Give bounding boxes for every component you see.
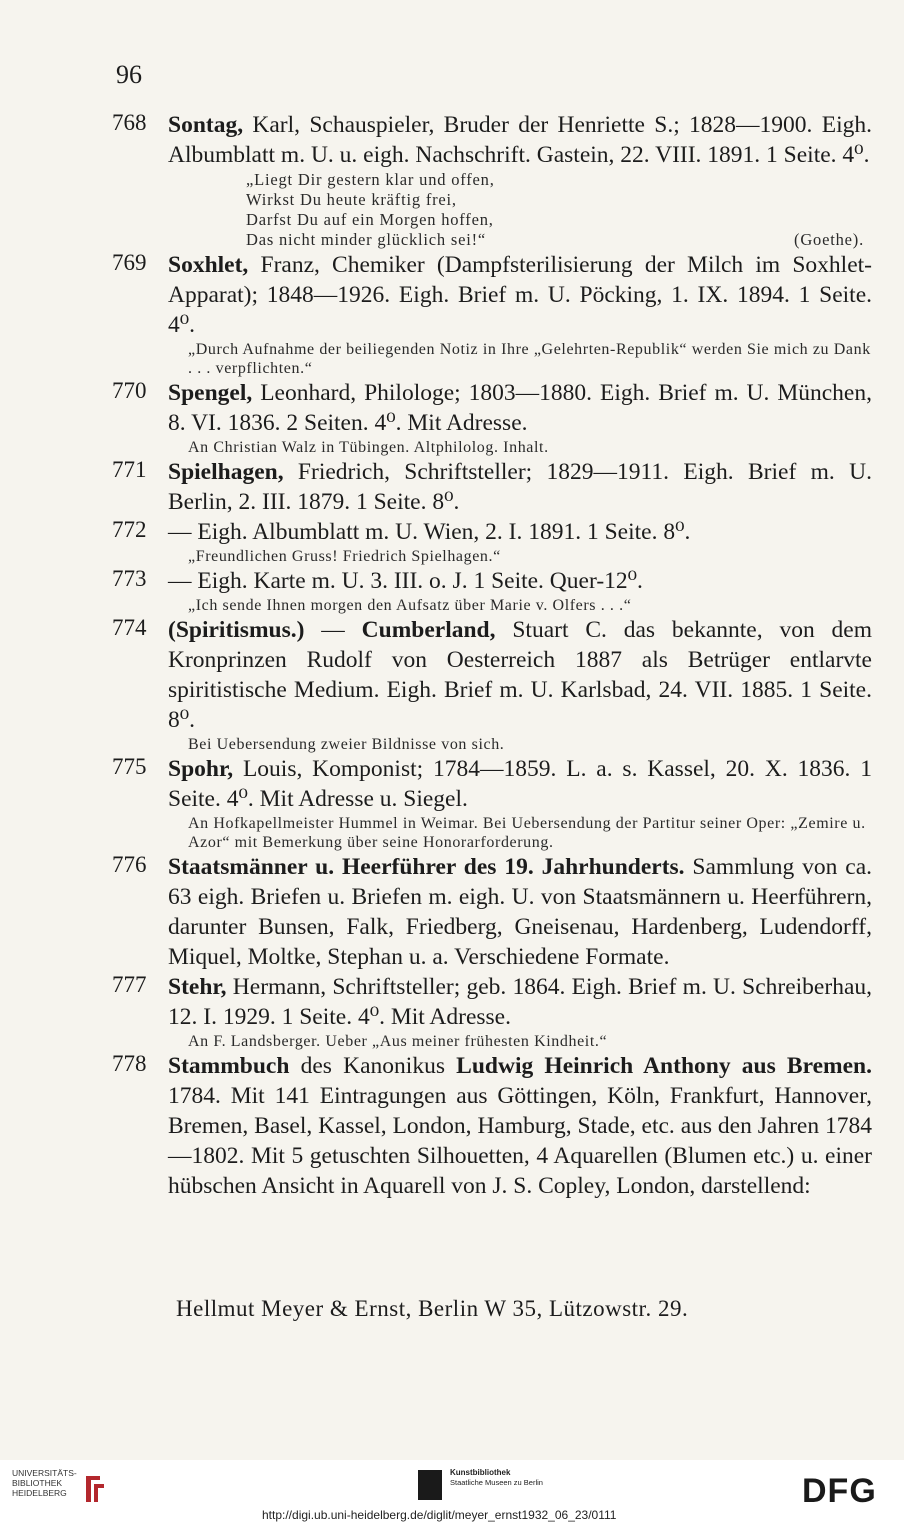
entry-note: An F. Landsberger. Ueber „Aus meiner frühesten Kindheit.“ — [188, 1033, 608, 1050]
entry-number: 778 — [112, 1051, 147, 1076]
catalog-entry — [112, 110, 872, 250]
entry-text: Stammbuch des Kanonikus Ludwig Heinrich Anthony aus Bremen. 1784. Mit 141 Eintragungen aus Göttingen, Köln, Frankfurt, Hannover, Bremen, Basel, Kassel, London, Hamburg, Stade, etc. aus den Jahren 1784—1802. Mit 5 getuschten Silhouetten, 4 Aquarellen (Blumen etc.) u. einer hübschen Ansicht in Aquarell von J. S. Copley, London, darstellend: — [168, 1053, 872, 1199]
entry-name: Stehr, — [168, 974, 227, 1000]
entry-name-secondary: Ludwig Heinrich Anthony aus Bremen. — [456, 1053, 872, 1079]
kunstbibliothek-label: Kunstbibliothek Staatliche Museen zu Berlin — [450, 1468, 543, 1487]
catalog-entry — [112, 566, 872, 615]
ub-logo-icon — [82, 1472, 108, 1506]
quote-line: Wirkst Du heute kräftig frei, — [246, 190, 457, 209]
entry-text: Sontag, Karl, Schauspieler, Bruder der Henriette S.; 1828—1900. Eigh. Albumblatt m. U. u. eigh. Nachschrift. Gastein, 22. VIII. 1891. 1 Seite. 4⁰. — [168, 112, 872, 168]
page-number: 96 — [116, 60, 142, 89]
entry-name: Staatsmänner u. Heerführer des 19. Jahrhunderts. — [168, 854, 685, 880]
entry-number: 773 — [112, 566, 147, 591]
entry-name: (Spiritismus.) — [168, 617, 305, 643]
catalog-entry — [112, 972, 872, 1051]
kunstbibliothek-logo-icon — [418, 1470, 442, 1500]
entry-note: Bei Uebersendung zweier Bildnisse von sich. — [188, 736, 505, 753]
entry-note: An Christian Walz in Tübingen. Altphilolog. Inhalt. — [188, 439, 549, 456]
entry-text: (Spiritismus.) — Cumberland, Stuart C. das bekannte, von dem Kronprinzen Rudolf von Oesterreich 1887 als Betrüger entlarvte spiritistische Medium. Eigh. Brief m. U. Karlsbad, 24. VII. 1885. 1 Seite. 8⁰. — [168, 617, 872, 733]
catalog-entry — [112, 517, 872, 566]
quote-line: „Liegt Dir gestern klar und offen, — [246, 170, 495, 189]
entry-name-secondary: Cumberland, — [361, 617, 496, 643]
catalog-entry — [112, 754, 872, 852]
entry-number: 774 — [112, 615, 147, 640]
catalog-entry — [112, 615, 872, 754]
entry-note: „Freundlichen Gruss! Friedrich Spielhagen.“ — [188, 548, 501, 565]
entry-name: Spielhagen, — [168, 459, 284, 485]
quote-attribution: (Goethe). — [794, 230, 864, 249]
entry-note: „Durch Aufnahme der beiliegenden Notiz in Ihre „Gelehrten-Republik“ werden Sie mich zu Dank . . . verpflichten.“ — [188, 341, 871, 377]
entry-text: — Eigh. Albumblatt m. U. Wien, 2. I. 1891. 1 Seite. 8⁰. — [168, 519, 691, 545]
entry-number: 772 — [112, 517, 147, 542]
entry-name: Spengel, — [168, 380, 253, 406]
publisher-imprint: Hellmut Meyer & Ernst, Berlin W 35, Lützowstr. 29. — [176, 1296, 689, 1321]
catalog-entry — [112, 378, 872, 457]
entry-text: Soxhlet, Franz, Chemiker (Dampfsterilisierung der Milch im Soxhlet-Apparat); 1848—1926. Eigh. Brief m. U. Pöcking, 1. IX. 1894. 1 Seite. 4⁰. — [168, 252, 872, 338]
entry-number: 768 — [112, 110, 147, 135]
entry-text: — Eigh. Karte m. U. 3. III. o. J. 1 Seite. Quer-12⁰. — [168, 568, 643, 594]
entry-number: 771 — [112, 457, 147, 482]
entry-text: Spengel, Leonhard, Philologe; 1803—1880. Eigh. Brief m. U. München, 8. VI. 1836. 2 Seiten. 4⁰. Mit Adresse. — [168, 380, 872, 436]
dfg-logo: DFG — [802, 1472, 877, 1510]
entry-name: Spohr, — [168, 756, 234, 782]
entry-text: Spohr, Louis, Komponist; 1784—1859. L. a. s. Kassel, 20. X. 1836. 1 Seite. 4⁰. Mit Adresse u. Siegel. — [168, 756, 872, 812]
entry-text: Spielhagen, Friedrich, Schriftsteller; 1829—1911. Eigh. Brief m. U. Berlin, 2. III. 1879. 1 Seite. 8⁰. — [168, 459, 872, 515]
catalog-entry — [112, 457, 872, 517]
entry-number: 775 — [112, 754, 147, 779]
catalog-entries — [112, 110, 872, 1201]
entry-name: Soxhlet, — [168, 252, 249, 278]
quote-line: Das nicht minder glücklich sei!“ — [246, 230, 487, 249]
permalink-url[interactable]: http://digi.ub.uni-heidelberg.de/diglit/meyer_ernst1932_06_23/0111 — [262, 1508, 617, 1522]
entry-note: „Ich sende Ihnen morgen den Aufsatz über Marie v. Olfers . . .“ — [188, 597, 632, 614]
entry-number: 777 — [112, 972, 147, 997]
entry-name: Stammbuch — [168, 1053, 290, 1079]
entry-quote — [168, 170, 872, 250]
catalog-entry — [112, 1051, 872, 1201]
entry-number: 769 — [112, 250, 147, 275]
catalog-entry — [112, 250, 872, 378]
entry-number: 776 — [112, 852, 147, 877]
ub-heidelberg-logo: UNIVERSITÄTS- BIBLIOTHEK HEIDELBERG — [12, 1468, 77, 1498]
entry-text: Stehr, Hermann, Schriftsteller; geb. 1864. Eigh. Brief m. U. Schreiberhau, 12. I. 1929. 1 Seite. 4⁰. Mit Adresse. — [168, 974, 872, 1030]
catalog-entry — [112, 852, 872, 972]
entry-text: Staatsmänner u. Heerführer des 19. Jahrhunderts. Sammlung von ca. 63 eigh. Briefen u. Briefen m. eigh. U. von Staatsmännern u. Heerführern, darunter Bunsen, Falk, Friedberg, Gneisenau, Hardenberg, Ludendorff, Miquel, Moltke, Stephan u. a. Verschiedene Formate. — [168, 854, 872, 970]
quote-line: Darfst Du auf ein Morgen hoffen, — [246, 210, 494, 229]
viewer-footer — [0, 1460, 904, 1529]
entry-name: Sontag, — [168, 112, 244, 138]
entry-number: 770 — [112, 378, 147, 403]
entry-note: An Hofkapellmeister Hummel in Weimar. Bei Uebersendung der Partitur seiner Oper: „Zemire u. Azor“ mit Bemerkung über seine Honorarforderung. — [188, 815, 866, 851]
